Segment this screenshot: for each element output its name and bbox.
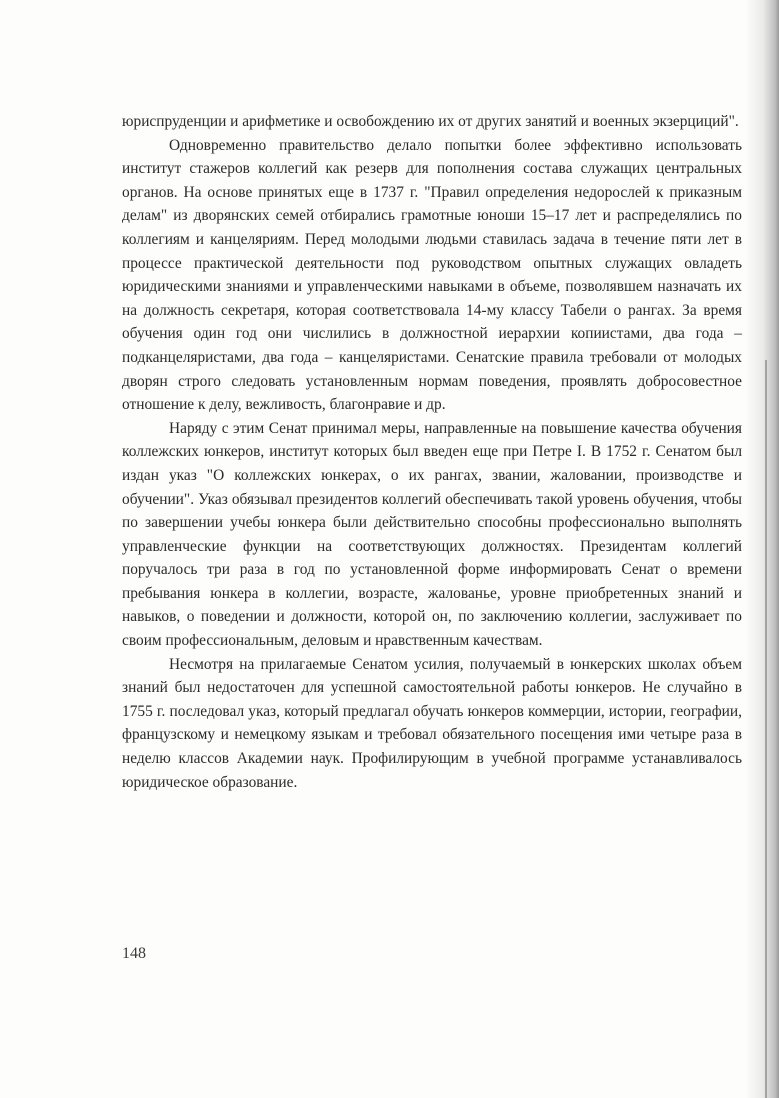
paragraph-obrazovanie: Несмотря на прилагаемые Сенатом усилия, получаемый в юнкерских школах объем знаний был недостаточен для успешной самостоятельной работы юнкеров. Не случайно в 1755 г. последовал указ, который предлагал обучать юнкеров коммерции, истории, географии, французскому и немецкому языкам и требовал обязательного посещения ими четыре раза в неделю классов Академии наук. Профилирующим в учебной программе устанавливалось юридическое образование. bbox=[122, 655, 742, 791]
page-number: 148 bbox=[122, 945, 146, 962]
scan-binding-line bbox=[765, 360, 767, 1098]
paragraph-stazhery: Одновременно правительство делало попытки более эффективно использовать институт стажеров коллегий как резерв для пополнения состава служащих центральных органов. На основе принятых еще в 1737 г. "Правил определения недорослей к приказным делам" из дворянских семей отбирались грамотные юноши 15–17 лет и распределялись по коллегиям и канцеляриям. Перед молодыми людьми ставилась задача в течение пяти лет в процессе практической деятельности под руководством опытных служащих овладеть юридическими знаниями и управленческими навыками в объеме, позволявшем назначать их на должность секретаря, которая соответствовала 14-му классу Табели о рангах. За время обучения один год они числились в должностной иерархии копиистами, два года – подканцеляристами, два года – канцеляристами. Сенатские правила требовали от молодых дворян строго следовать установленным нормам поведения, проявлять добросовестное отношение к делу, вежливость, благонравие и др. bbox=[122, 136, 742, 414]
scan-shadow-edge bbox=[745, 0, 779, 1098]
paragraph-yunkery: Наряду с этим Сенат принимал меры, направленные на повышение качества обучения коллежских юнкеров, институт которых был введен еще при Петре I. В 1752 г. Сенатом был издан указ "О коллежских юнкерах, о их рангах, звании, жаловании, производстве и обучении". Указ обязывал президентов коллегий обеспечивать такой уровень обучения, чтобы по завершении учебы юнкера были действительно способны профессионально выполнять управленческие функции на соответствующих должностях. Президентам коллегий поручалось три раза в год по установленной форме информировать Сенат о времени пребывания юнкера в коллегии, возрасте, жалованье, уровне приобретенных знаний и навыков, о поведении и должности, которой он, по заключению коллегии, заслуживает по своим профессиональным, деловым и нравственным качествам. bbox=[122, 419, 742, 650]
paragraph-continuation: юриспруденции и арифметике и освобождению их от других занятий и военных экзерциций". bbox=[122, 113, 739, 130]
body-text bbox=[122, 110, 742, 794]
